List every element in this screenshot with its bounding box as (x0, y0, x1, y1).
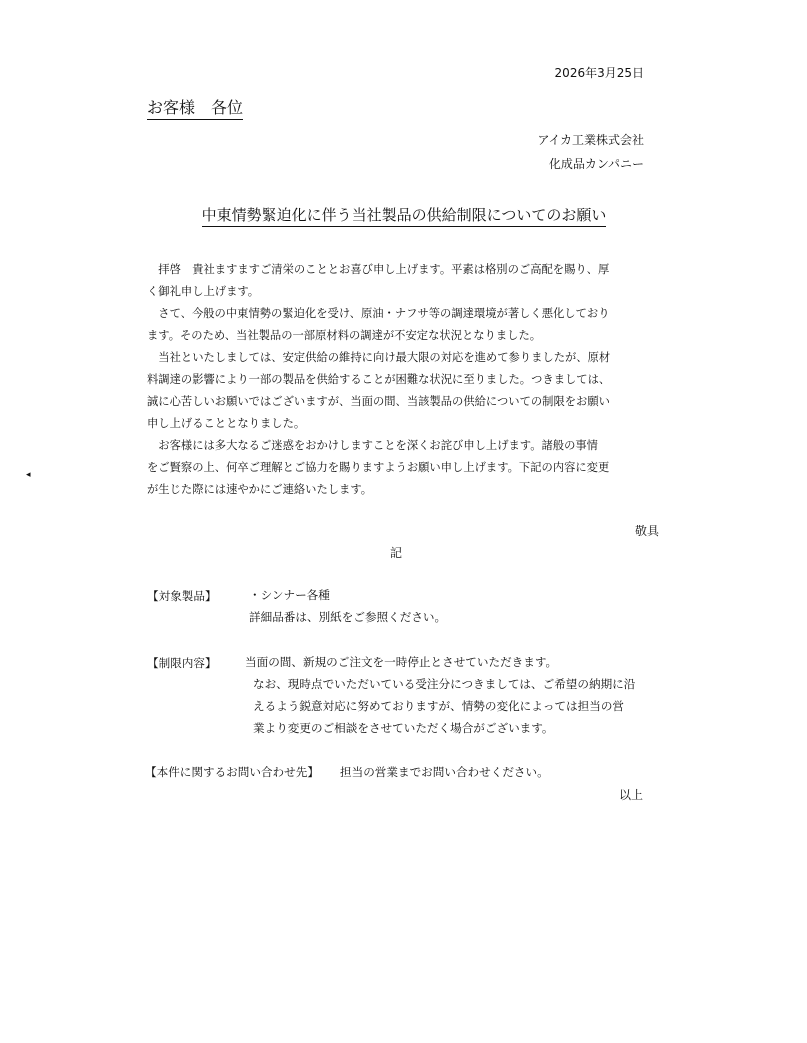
body-line: が生じた際には速やかにご連絡いたします。 (147, 483, 373, 496)
ki-heading: 記 (390, 546, 403, 560)
sender-company: アイカ工業株式会社 (537, 133, 644, 147)
sender-division: 化成品カンパニー (548, 157, 644, 171)
letter-title-text: 中東情勢緊迫化に伴う当社製品の供給制限についてのお願い (202, 206, 607, 227)
body-line: をご賢察の上、何卒ご理解とご協力を賜りますようお願い申し上げます。下記の内容に変更 (147, 461, 610, 474)
restriction-content (245, 651, 635, 739)
body-line: 当社といたしましては、安定供給の維持に向け最大限の対応を進めて参りましたが、原材 (147, 351, 611, 364)
contact-label: 【本件に関するお問い合わせ先】 (145, 765, 319, 779)
body-line: 料調達の影響により一部の製品を供給することが困難な状況に至りました。つきましては、 (147, 373, 611, 386)
body-line: 申し上げることとなりました。 (147, 417, 306, 430)
body-line: く御礼申し上げます。 (147, 285, 260, 298)
closing-keigu: 敬具 (634, 524, 659, 538)
body-line: さて、今般の中東情勢の緊迫化を受け、原油・ナフサ等の調達環境が著しく悪化しており (147, 307, 610, 320)
products-line: 詳細品番は、別紙をご参照ください。 (249, 610, 447, 624)
restriction-line: 当面の間、新規のご注文を一時停止とさせていただきます。 (245, 655, 558, 669)
body-line: 誠に心苦しいお願いではございますが、当面の間、当該製品の供給についての制限をお願い (147, 395, 610, 408)
restriction-line: 業より変更のご相談をさせていただく場合がございます。 (253, 721, 554, 735)
letter-title (147, 204, 661, 225)
addressee: お客様 各位 (147, 95, 243, 120)
body-line: お客様には多大なるご迷惑をおかけしますことを深くお詫び申し上げます。諸般の事情 (147, 439, 598, 452)
margin-arrow-icon: ◂ (26, 470, 31, 480)
body-line: 拝啓 貴社ますますご清栄のこととお喜び申し上げます。平素は格別のご高配を賜り、厚 (147, 263, 610, 276)
body-line: ます。そのため、当社製品の一部原材料の調達が不安定な状況となりました。 (147, 329, 542, 342)
contact-text: 担当の営業までお問い合わせください。 (340, 765, 549, 779)
closing-ijou: 以上 (618, 788, 643, 802)
letter-body (147, 259, 661, 501)
products-content (249, 584, 446, 628)
restriction-line: えるよう鋭意対応に努めておりますが、情勢の変化によっては担当の営 (253, 699, 625, 713)
products-line: ・シンナー各種 (249, 588, 330, 602)
letter-date: 2026年3月25日 (554, 66, 644, 80)
restriction-line: なお、現時点でいただいている受注分につきましては、ご希望の納期に沿 (253, 677, 636, 691)
products-label: 【対象製品】 (147, 589, 217, 603)
restriction-label: 【制限内容】 (147, 656, 217, 670)
